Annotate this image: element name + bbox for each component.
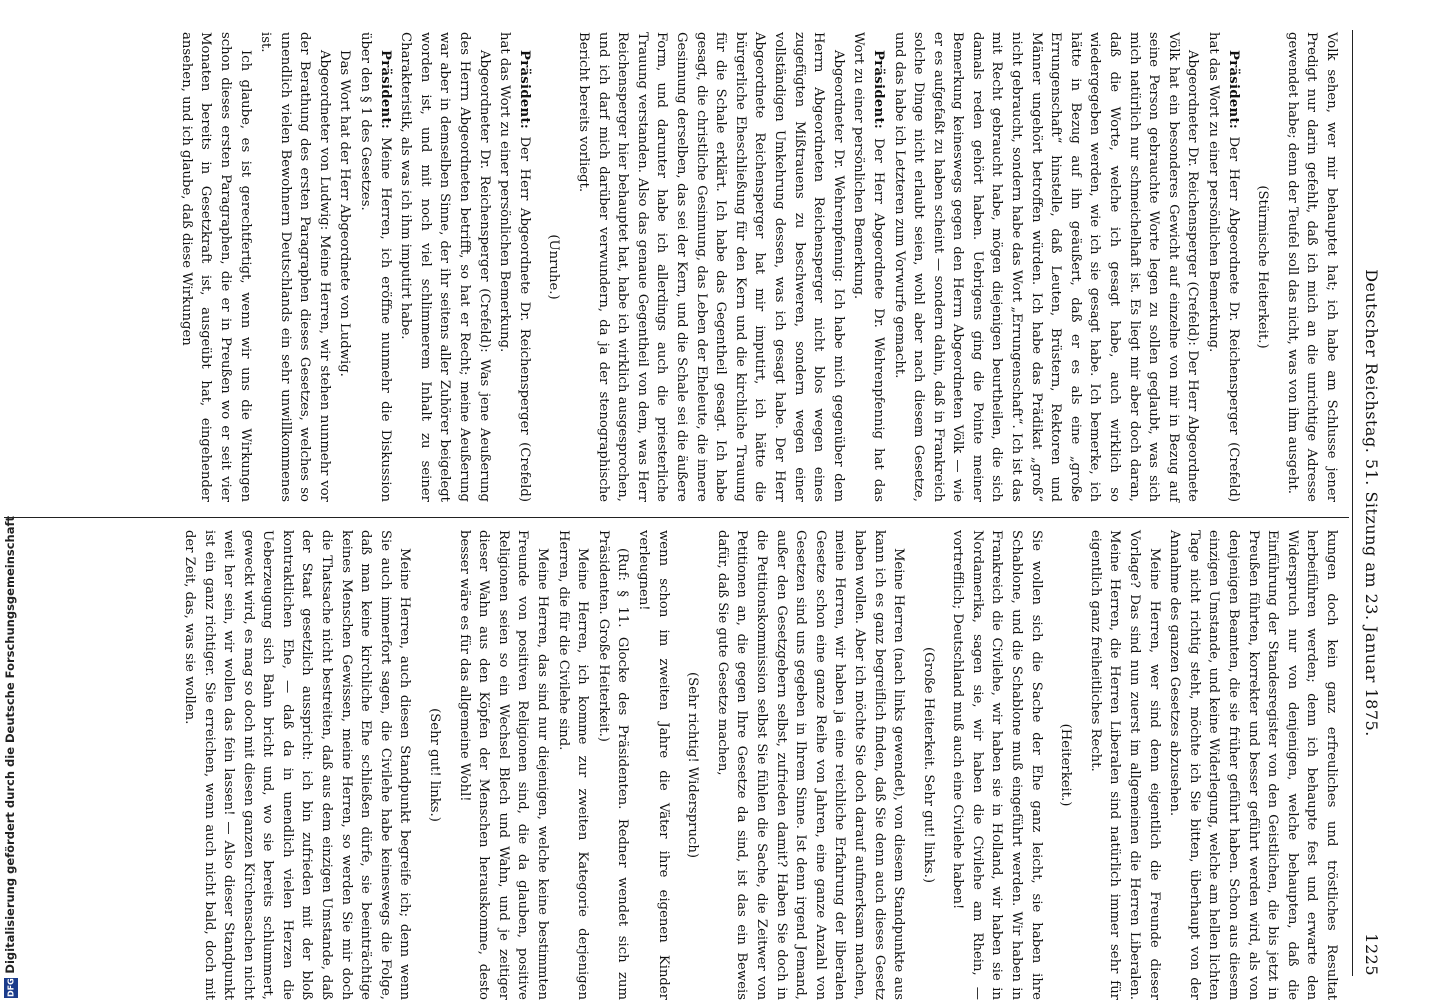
paragraph-text: (Unruhe.) xyxy=(546,234,562,300)
paragraph xyxy=(454,530,552,1000)
interjection xyxy=(918,530,938,1000)
paragraph-text: Meine Herren, wer sind denn eigentlich die Freunde dieser Vorlage? Das sind nun zuerst im allgemeinen die Herren Liberalen. Meine Herren, die Herren Liberalen sind natürlich immer sehr für eigentlich ganz freiheitliches Recht. xyxy=(1087,530,1162,1000)
right-column xyxy=(178,530,1341,1000)
paragraph-text: (Heiterkeit.) xyxy=(1058,723,1074,807)
paragraph xyxy=(256,32,334,502)
paragraph xyxy=(396,32,494,502)
paragraph-text: (Stürmische Heiterkeit.) xyxy=(1255,185,1271,349)
paragraph-text: Volk sehen, wer mir behauptet hat; ich habe am Schlusse jener Predigt nur darin gefehlt, daß ich mich an die unrichtige Adresse gewendet habe; denn der Teufel soll das nicht, was von ihm ausgeht. xyxy=(1284,32,1339,502)
paragraph-text: Meine Herren, auch diesen Standpunkt begreife ich; denn wenn Sie auch immerfort sagen, die Civilehe habe keineswegs die Folge, daß man keine kirchliche Ehe schließen dürfe, sie beeinträchtige keines Menschen Gewissen, meine Herren, so werden Sie mir doch die Thatsache nicht bestreiten, daß aus dem einzigen Umstande, daß der Staat gesetzlich ausspricht: ich bin zufrieden mit der bloß kontraktlichen Ehe, — daß da in unendlich vielen Herzen die Ueberzeugung sich Bahn bricht und, wo sie bereits schlummert, geweckt wird, es mag so doch mit diesen ganzen Kirchensachen nicht weit her sein, wir wollen das fein lassen! — Also dieser Standpunkt ist ein ganz richtiger. Sie erreichen, wenn auch nicht bald, doch mit der Zeit, das, was sie wollen. xyxy=(181,530,413,1000)
paragraph-text: wenn schon im zweiten Jahre die Väter ihre eigenen Kinder verleugnen! xyxy=(636,530,671,1000)
interjection xyxy=(683,530,703,1000)
paragraph-text: (Große Heiterkeit. Sehr gut! links.) xyxy=(920,647,936,883)
paragraph-text: Abgeordneter Dr. Reichensperger (Crefeld): Was jene Aeußerung des Herrn Abgeordneten betrifft, so hat er Recht; meine Aeußerung war aber in demselben Sinne, der ihr seitens aller Zuhörer beigelegt worden ist, und mit noch viel schlimmerem Inhalt zu seiner Charakteristik, als was ich ihm imputirt habe. xyxy=(398,32,492,502)
interjection xyxy=(1253,32,1273,502)
left-column xyxy=(175,32,1341,502)
speaker-label: Präsident: xyxy=(870,50,886,130)
paragraph xyxy=(712,530,908,1000)
paragraph xyxy=(335,32,355,502)
paragraph-text: Sie wollen sich die Sache der Ehe ganz leicht, sie haben ihre Schablone, und die Schablone muß eingeführt werden. Wir haben in Frankreich die Civilehe, wir haben sie in Holland, wir haben sie in Nordamerika, sagen sie, wir haben die Civilehe am Rhein, — vortrefflich; Deutschland muß auch eine Civilehe haben! xyxy=(950,530,1044,1000)
paragraph-text: Abgeordneter Dr. Wehrenpfennig: Ich habe mich gegenüber dem Herrn Abgeordneten Reichensperger nicht blos wegen eines zugefügten Mißtrauens zu beschweren, sondern wegen einer vollständigen Umkehrung dessen, was ich gesagt habe. Der Herr Abgeordnete Reichensperger hat mir imputirt, ich hätte die bürgerliche Eheschließung für den Kern und die kirchliche Trauung für die Schale erklärt. Ich habe das Gegentheil gesagt. Ich habe gesagt, die christliche Gesinnung, das Leben der Eheleute, die innere Gesinnung derselben, das sei der Kern, und die Schale sei die äußere Form, und darunter habe ich allerdings auch die priesterliche Trauung verstanden. Also das genaue Gegentheil von dem, was Herr Reichensperger hier behauptet hat, habe ich wirklich ausgesprochen, und ich darf mich darüber verwundern, da ja der stenographische Bericht bereits vorliegt. xyxy=(576,32,846,502)
paragraph xyxy=(948,530,1046,1000)
paragraph-text: Abgeordneter von Ludwig: Meine Herren, wir stehen nunmehr vor der Berathung des ersten Paragraphen dieses Gesetzes, welches so unendlich vielen Bewohnern Deutschlands ein sehr unwillkommenes ist. xyxy=(258,32,332,502)
paragraph xyxy=(495,32,534,502)
dfg-logo-icon: DFG xyxy=(4,978,18,998)
paragraph xyxy=(356,32,395,502)
paragraph-text: (Ruf: § 11. Glocke des Präsidenten. Redner wendet sich zum Präsidenten. Große Heiterkeit.) xyxy=(595,530,631,1000)
page-header xyxy=(1355,30,1381,976)
paragraph-text: Der Herr Abgeordnete Dr. Reichensperger (Crefeld) hat das Wort zu einer persönlichen Bemerkung. xyxy=(497,32,532,502)
paragraph xyxy=(1282,32,1341,502)
paragraph xyxy=(849,32,888,502)
paragraph xyxy=(176,32,254,502)
paragraph xyxy=(889,32,1203,502)
running-title: Deutscher Reichstag. 51. Sitzung am 23. Januar 1875. xyxy=(1362,269,1381,737)
paragraph xyxy=(593,530,632,1000)
paragraph-text: Ich glaube, es ist gerechtfertigt, wenn wir uns die Wirkungen schon dieses ersten Paragraphen, die er in Preußen wo er seit vier Monaten bereits in Gesetzkraft ist, ausgeübt hat, eingehender ansehen, und ich glaube, daß diese Wirkungen xyxy=(178,32,253,502)
paragraph-text: Meine Herren (nach links gewendet), von diesem Standpunkte aus kann ich es ganz begreiflich finden, daß Sie denn auch dieses Gesetz haben wollen. Aber ich möchte Sie doch darauf aufmerksam machen, meine Herren, wir haben ja eine reichliche Erfahrung der liberalen Gesetze schon eine ganze Reihe von Jahren, eine ganze Anzahl von Gesetzen sind uns gegeben in Ihrem Sinne. Ist denn irgend Jemand, außer den Gesetzgebern selbst, zufrieden damit? Haben Sie doch in die Petitionskommission selbst Sie fühlen die Sache, die Zeitwer von Petitionen an, die gegen Ihre Gesetze da sind, ist das ein Beweis dafür, daß Sie gute Gesetze machen, xyxy=(714,530,907,1000)
paragraph-text: Meine Herren, das sind nur diejenigen, welche keine bestimmten Freunde von positiven Religionen sind, die da glauben, positive Religionen seien so ein Wechsel Blech und Wahn, und je zeitiger dieser Wahn aus den Köpfen der Menschen herauskomme, desto besser wäre es für das allgemeine Wohl! xyxy=(456,530,551,1000)
interjection xyxy=(424,530,444,1000)
paragraph xyxy=(633,530,672,1000)
paragraph-text: Meine Herren, ich komme zur zweiten Kategorie derjenigen Herren, die für die Civilehe sind. xyxy=(555,530,591,1000)
digitization-credit: Digitalisierung gefördert durch die Deutsche Forschungsgemeinschaft xyxy=(3,516,17,974)
interjection xyxy=(544,32,564,502)
paragraph-text: (Sehr richtig! Widerspruch) xyxy=(685,672,701,858)
paragraph xyxy=(179,530,414,1000)
paragraph-text: Meine Herren, ich eröffne nunmehr die Diskussion über den § 1 des Gesetzes. xyxy=(358,32,393,503)
paragraph xyxy=(553,530,592,1000)
paragraph-text: Abgeordneter Dr. Reichensperger (Crefeld): Der Herr Abgeordnete Völk hat ein besonderes Gewicht auf einzelne von mir in Bezug auf seine Person gebrauchte Worte legen zu sollen geglaubt, was sich mich natürlich nur schmeichelhaft ist. Es liegt mir aber doch daran, daß die Worte, welche ich gesagt habe, auch wirklich so wiedergegeben werden, wie ich sie gesagt habe. Ich bemerke, ich hätte in Bezug auf ihn geäußert, daß er es als eine „große Errungenschaft“ hinstelle, daß Leuten, Brüstern, Rektoren und Männer ungehört betroffen würden. Ich habe das Prädikat „groß“ nicht gebraucht, sondern habe das Wort „Errungenschaft“. Ich ist das mit Recht gebraucht habe, mögen diejenigen beurtheilen, die sich damals reden gehört haben. Uebrigens ging die Pointe meiner Bemerkung keineswegs gegen den Herrn Abgeordneten Völk — wie er es aufgefaßt zu haben scheint — sondern dahin, daß in Frankreich solche Dinge nicht erlaubt seien, wohl aber nach diesem Gesetze, und das habe ich Letzteren zum Vorwurfe gemacht. xyxy=(891,32,1201,502)
paragraph xyxy=(573,32,847,502)
paragraph-text: Der Herr Abgeordnete Dr. Wehrenpfennig hat das Wort zu einer persönlichen Bemerkung. xyxy=(851,32,886,502)
paragraph-text: Der Herr Abgeordnete Dr. Reichensperger (Crefeld) hat das Wort zu einer persönlichen Bemerkung. xyxy=(1206,32,1241,502)
paragraph-text: Das Wort hat der Herr Abgeordnete von Ludwig. xyxy=(337,50,353,377)
page-number: 1225 xyxy=(1362,933,1381,976)
paragraph-text: kungen doch kein ganz erfreuliches und tröstliches Resultat herbeiführen werden; denn ich behaupte fest und erwarte den Widerspruch nur von denjenigen, welche behaupten, daß die Einführung der Standesregister von den Geistlichen, die bis jetzt in Preußen führten, korrekter und besser geführt werden wird, als von denjenigen Beamten, die sie früher geführt haben. Schon aus diesem einzigen Umstande, und keine Widerlegung, welche am hellen lichten Tage nicht richtig steht, möchte ich Sie bitten, überhaupt von der Annahme des ganzen Gesetzes abzusehen. xyxy=(1167,530,1339,1000)
speaker-label: Präsident: xyxy=(377,50,393,130)
paragraph xyxy=(1203,32,1242,502)
digitization-credit-strip xyxy=(1,0,25,1000)
paragraph xyxy=(1165,530,1341,1000)
header-rule xyxy=(1352,30,1353,976)
paragraph-text: (Sehr gut! links.) xyxy=(427,708,443,822)
paragraph xyxy=(1085,530,1163,1000)
speaker-label: Präsident: xyxy=(1225,50,1241,130)
column-divider xyxy=(4,517,1349,518)
interjection xyxy=(1056,530,1076,1000)
speaker-label: Präsident: xyxy=(516,50,532,130)
